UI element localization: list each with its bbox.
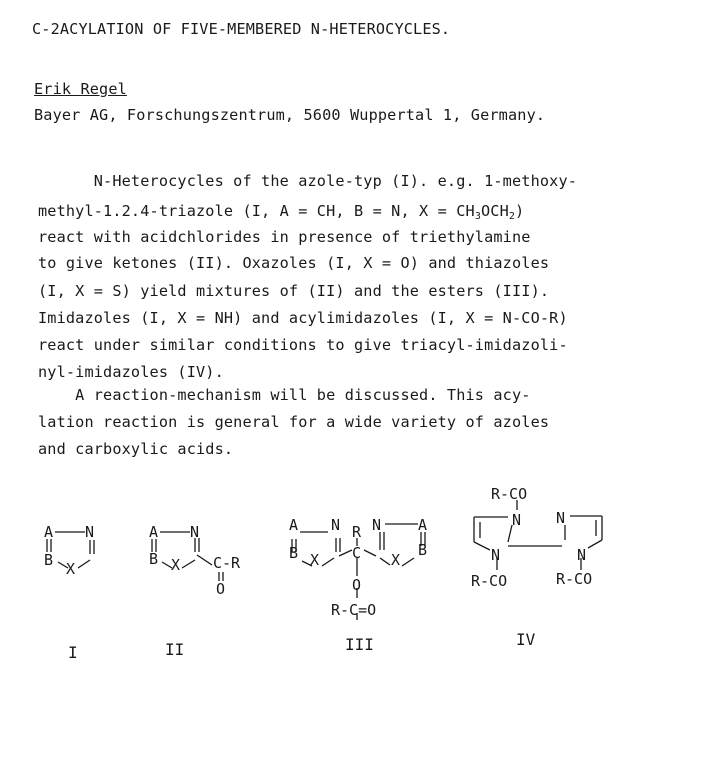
- struct-IV-atom-N-right-bottom: N: [577, 546, 587, 564]
- abstract-line-10: lation reaction is general for a wide variety of azoles: [38, 413, 550, 431]
- abstract-line-6: Imidazoles (I, X = NH) and acylimidazoles (I, X = N-CO-R): [38, 309, 568, 327]
- struct-III-atom-X-left: X: [310, 551, 320, 569]
- structure-figure: [0, 470, 704, 670]
- struct-II-atom-X: X: [171, 556, 181, 574]
- struct-III-atom-B-left: B: [289, 544, 299, 562]
- abstract-line-4: to give ketones (II). Oxazoles (I, X = O) and thiazoles: [38, 254, 550, 272]
- struct-III-atom-O: O: [352, 576, 362, 594]
- struct-IV-group-RCO-left: R-CO: [471, 572, 508, 590]
- label-III: III: [345, 635, 374, 654]
- struct-I-atom-B: B: [44, 551, 54, 569]
- struct-II-atom-N: N: [190, 523, 200, 541]
- abstract-line-11: and carboxylic acids.: [38, 440, 234, 458]
- label-II: II: [165, 640, 185, 659]
- struct-II-group-CR: C-R: [213, 554, 241, 572]
- struct-III-atom-A-right: A: [418, 516, 428, 534]
- struct-IV-group-RCO-top: R-CO: [491, 485, 528, 503]
- label-IV: IV: [516, 630, 536, 649]
- struct-IV-atom-N-top: N: [512, 511, 522, 529]
- struct-IV-group-RCO-right: R-CO: [556, 570, 593, 588]
- abstract-line-5: (I, X = S) yield mixtures of (II) and the esters (III).: [38, 282, 550, 300]
- struct-II-atom-A: A: [149, 523, 159, 541]
- formula: $CH_3OCH_2$): [456, 202, 525, 222]
- abstract-line-3: react with acidchlorides in presence of triethylamine: [38, 228, 531, 246]
- abstract-line-8: nyl-imidazoles (IV).: [38, 363, 224, 381]
- struct-I-atom-N: N: [85, 523, 95, 541]
- author-name: Erik Regel: [34, 80, 127, 98]
- struct-IV-atom-N-right-top: N: [556, 509, 566, 527]
- struct-III-atom-R: R: [352, 523, 362, 541]
- struct-II-atom-O: O: [216, 580, 226, 598]
- abstract-line-7: react under similar conditions to give triacyl-imidazoli-: [38, 336, 568, 354]
- paper-title: C-2ACYLATION OF FIVE-MEMBERED N-HETEROCYCLES.: [32, 20, 451, 38]
- struct-I-atom-X: X: [66, 560, 76, 578]
- struct-I-atom-A: A: [44, 523, 54, 541]
- struct-III-atom-B-right: B: [418, 541, 428, 559]
- author-affiliation: Bayer AG, Forschungszentrum, 5600 Wuppertal 1, Germany.: [34, 106, 546, 124]
- label-I: I: [68, 643, 78, 662]
- struct-II-atom-B: B: [149, 550, 159, 568]
- chemical-structures: [0, 470, 704, 670]
- struct-III-atom-N-left: N: [331, 516, 341, 534]
- abstract-line-9: A reaction-mechanism will be discussed. This acy-: [38, 386, 531, 404]
- struct-III-atom-N-right: N: [372, 516, 382, 534]
- struct-III-atom-A-left: A: [289, 516, 299, 534]
- abstract-line-1: N-Heterocycles of the azole-typ (I). e.g. 1-methoxy-: [38, 172, 578, 190]
- abstract-line-2: methyl-1.2.4-triazole (I, A = CH, B = N, $X = CH_3OCH_2$): [38, 202, 525, 222]
- struct-IV-atom-N-left-bottom: N: [491, 546, 501, 564]
- struct-III-group-RCeqO: R-C=O: [331, 601, 377, 619]
- struct-III-atom-X-right: X: [391, 551, 401, 569]
- struct-III-atom-C: C: [352, 544, 362, 562]
